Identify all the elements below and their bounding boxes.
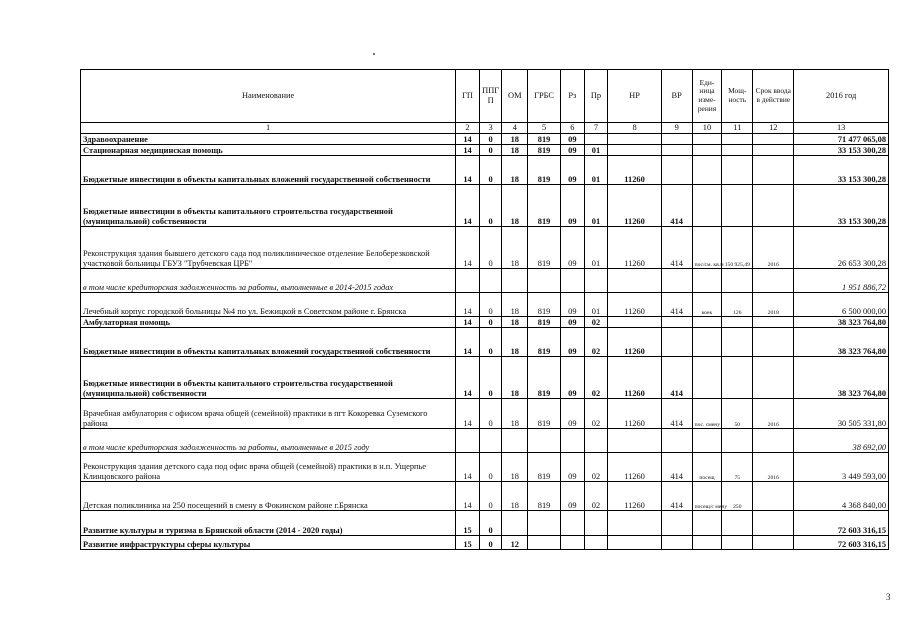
row-capacity [722,328,753,357]
row-vr [661,536,692,550]
row-om: 18 [502,227,528,269]
row-term [753,536,794,550]
row-term [753,156,794,185]
row-capacity [722,511,753,536]
row-pr [584,511,608,536]
row-amount: 6 500 000,00 [794,293,889,317]
row-vr: 414 [661,453,692,482]
row-vr [661,156,692,185]
row-om: 12 [502,536,528,550]
row-grbs [528,536,561,550]
row-amount: 38 692,00 [794,429,889,453]
row-rz: 09 [561,328,585,357]
row-om: 18 [502,293,528,317]
col-number: 4 [502,123,528,134]
row-unit [692,328,722,357]
row-capacity [722,317,753,328]
row-amount: 38 323 764,80 [794,317,889,328]
col-number: 10 [692,123,722,134]
row-gp: 14 [456,317,480,328]
row-om [502,269,528,293]
row-capacity [722,156,753,185]
row-unit: посещ/с мену [692,482,722,511]
row-rz: 09 [561,453,585,482]
row-nr: 11260 [608,453,661,482]
row-capacity [722,134,753,145]
row-gp: 14 [456,145,480,156]
row-nr: 11260 [608,328,661,357]
row-ppgp: 0 [479,293,502,317]
row-om: 18 [502,399,528,429]
header-name: Наименование [81,70,456,123]
header-grbs: ГРБС [528,70,561,123]
row-grbs [528,429,561,453]
header-pr: Пр [584,70,608,123]
table-row [81,482,889,511]
row-grbs: 819 [528,145,561,156]
row-rz [561,269,585,293]
row-unit [692,536,722,550]
row-grbs: 819 [528,293,561,317]
row-capacity: 126 [722,293,753,317]
row-term: 2016 [753,399,794,429]
row-nr: 11260 [608,293,661,317]
row-amount: 30 505 331,80 [794,399,889,429]
header-term: Срок ввода в действие [753,70,794,123]
table-header-row [81,70,889,123]
row-term [753,185,794,227]
row-om [502,429,528,453]
row-amount: 33 153 300,28 [794,145,889,156]
row-vr [661,269,692,293]
header-om: ОМ [502,70,528,123]
table-row [81,453,889,482]
row-vr: 414 [661,399,692,429]
row-name: Бюджетные инвестиции в объекты капитальных вложений государственной собственности [81,156,456,185]
row-rz: 09 [561,145,585,156]
row-grbs: 819 [528,134,561,145]
row-vr: 414 [661,482,692,511]
row-vr: 414 [661,227,692,269]
row-name: Реконструкция здания детского сада под офис врача общей (семейной) практики в н.п. Ущерпье Клинцовского района [81,453,456,482]
col-number: 12 [753,123,794,134]
row-nr [608,536,661,550]
row-pr [584,429,608,453]
row-om: 18 [502,317,528,328]
row-ppgp: 0 [479,399,502,429]
row-vr: 414 [661,357,692,399]
header-vr: ВР [661,70,692,123]
row-gp: 14 [456,357,480,399]
row-rz [561,536,585,550]
row-term [753,357,794,399]
row-pr [584,269,608,293]
row-vr [661,328,692,357]
row-ppgp: 0 [479,227,502,269]
row-grbs: 819 [528,156,561,185]
row-unit [692,357,722,399]
row-capacity [722,145,753,156]
row-term: 2016 [753,453,794,482]
page-number: 3 [886,592,891,602]
row-term [753,429,794,453]
row-nr [608,317,661,328]
row-rz: 09 [561,357,585,399]
row-nr: 11260 [608,482,661,511]
row-rz: 09 [561,482,585,511]
header-year: 2016 год [794,70,889,123]
row-unit [692,269,722,293]
row-capacity: 250 [722,482,753,511]
row-capacity [722,269,753,293]
row-gp [456,269,480,293]
scan-speck [373,53,375,55]
table-row [81,429,889,453]
row-unit [692,317,722,328]
row-name: в том числе кредиторская задолженность за работы, выполненные в 2014-2015 годах [81,269,456,293]
row-vr [661,511,692,536]
table-row [81,399,889,429]
row-vr: 414 [661,293,692,317]
header-ppgp: ППГ П [479,70,502,123]
col-number: 8 [608,123,661,134]
row-rz: 09 [561,156,585,185]
row-gp: 14 [456,399,480,429]
header-capacity: Мощ- ность [722,70,753,123]
table-row [81,357,889,399]
row-grbs: 819 [528,453,561,482]
row-ppgp: 0 [479,134,502,145]
row-grbs: 819 [528,357,561,399]
row-rz [561,511,585,536]
row-om: 18 [502,134,528,145]
row-pr: 01 [584,145,608,156]
row-amount: 33 153 300,28 [794,156,889,185]
col-number: 7 [584,123,608,134]
row-rz: 09 [561,134,585,145]
row-pr: 02 [584,317,608,328]
row-amount: 72 603 316,15 [794,511,889,536]
row-term: 2016 [753,227,794,269]
row-gp: 14 [456,227,480,269]
row-pr: 01 [584,185,608,227]
row-term [753,328,794,357]
row-pr: 02 [584,482,608,511]
row-capacity: 50 [722,399,753,429]
row-nr [608,134,661,145]
row-ppgp: 0 [479,328,502,357]
row-name: Реконструкция здания бывшего детского сада под поликлиническое отделение Белоберезковской участковой больницы ГБУЗ "Трубчевская ЦРБ" [81,227,456,269]
row-pr: 02 [584,399,608,429]
row-ppgp: 0 [479,317,502,328]
col-number: 11 [722,123,753,134]
row-ppgp: 0 [479,482,502,511]
row-ppgp: 0 [479,145,502,156]
row-rz: 09 [561,293,585,317]
row-name: в том числе кредиторская задолженность за работы, выполненные в 2015 году [81,429,456,453]
col-number: 6 [561,123,585,134]
row-vr [661,134,692,145]
row-om: 18 [502,145,528,156]
row-unit [692,145,722,156]
row-vr [661,317,692,328]
row-name: Развитие культуры и туризма в Брянской области (2014 - 2020 годы) [81,511,456,536]
row-gp: 14 [456,293,480,317]
row-rz: 09 [561,317,585,328]
row-gp [456,429,480,453]
row-om: 18 [502,453,528,482]
row-vr [661,145,692,156]
row-name: Развитие инфраструктуры сферы культуры [81,536,456,550]
row-pr: 01 [584,156,608,185]
row-ppgp: 0 [479,453,502,482]
row-unit: пос/см. кв.м [692,227,722,269]
row-nr [608,511,661,536]
row-pr: 02 [584,357,608,399]
table-row [81,269,889,293]
row-om: 18 [502,185,528,227]
row-ppgp: 0 [479,357,502,399]
row-unit: пос. смену [692,399,722,429]
row-ppgp: 0 [479,536,502,550]
row-amount: 3 449 593,00 [794,453,889,482]
row-gp: 14 [456,134,480,145]
row-nr [608,429,661,453]
row-unit [692,429,722,453]
row-grbs: 819 [528,317,561,328]
row-term [753,317,794,328]
row-rz: 09 [561,185,585,227]
table-row [81,317,889,328]
row-grbs: 819 [528,185,561,227]
row-nr: 11260 [608,357,661,399]
row-grbs [528,511,561,536]
row-unit [692,511,722,536]
row-term [753,482,794,511]
row-pr: 01 [584,227,608,269]
budget-table [80,69,889,550]
row-capacity [722,429,753,453]
row-nr: 11260 [608,399,661,429]
row-grbs: 819 [528,328,561,357]
row-amount: 38 323 764,80 [794,328,889,357]
row-amount: 4 368 840,00 [794,482,889,511]
row-om [502,511,528,536]
table-row [81,227,889,269]
header-gp: ГП [456,70,480,123]
row-term [753,511,794,536]
row-amount: 72 603 316,15 [794,536,889,550]
row-term [753,269,794,293]
row-vr: 414 [661,185,692,227]
row-om: 18 [502,357,528,399]
row-grbs: 819 [528,482,561,511]
row-name: Бюджетные инвестиции в объекты капитального строительства государственной (муниципальной) собственности [81,185,456,227]
row-capacity: 75 [722,453,753,482]
row-ppgp: 0 [479,156,502,185]
row-nr [608,269,661,293]
header-rz: Рз [561,70,585,123]
col-number: 3 [479,123,502,134]
row-gp: 14 [456,482,480,511]
row-name: Стационарная медицинская помощь [81,145,456,156]
row-gp: 14 [456,185,480,227]
row-gp: 15 [456,511,480,536]
row-pr: 02 [584,453,608,482]
row-capacity [722,357,753,399]
row-rz: 09 [561,227,585,269]
row-rz: 09 [561,399,585,429]
row-term [753,134,794,145]
row-name: Здравоохранение [81,134,456,145]
row-unit [692,156,722,185]
col-number: 2 [456,123,480,134]
row-grbs: 819 [528,227,561,269]
col-number: 13 [794,123,889,134]
table-row [81,293,889,317]
row-unit: посещ [692,453,722,482]
row-pr: 02 [584,328,608,357]
header-unit: Еди- ница изме- рения [692,70,722,123]
table-row [81,134,889,145]
table-row [81,328,889,357]
row-capacity [722,536,753,550]
row-rz [561,429,585,453]
row-unit [692,134,722,145]
column-number-row [81,123,889,134]
col-number: 1 [81,123,456,134]
row-nr: 11260 [608,156,661,185]
row-nr [608,145,661,156]
row-vr [661,429,692,453]
header-nr: НР [608,70,661,123]
row-amount: 33 153 300,28 [794,185,889,227]
row-name: Амбулаторная помощь [81,317,456,328]
row-om: 18 [502,328,528,357]
row-ppgp: 0 [479,511,502,536]
row-gp: 14 [456,156,480,185]
row-name: Бюджетные инвестиции в объекты капитального строительства государственной (муниципальной) собственности [81,357,456,399]
row-name: Лечебный корпус городской больницы №4 по ул. Бежицкой в Советском районе г. Брянска [81,293,456,317]
table-row [81,185,889,227]
row-pr: 01 [584,293,608,317]
row-pr [584,134,608,145]
row-nr: 11260 [608,227,661,269]
row-name: Детская поликлиника на 250 посещений в смену в Фокинском районе г.Брянска [81,482,456,511]
table-row [81,511,889,536]
row-unit [692,185,722,227]
row-ppgp: 0 [479,185,502,227]
col-number: 9 [661,123,692,134]
row-pr [584,536,608,550]
row-amount: 1 951 886,72 [794,269,889,293]
row-ppgp [479,429,502,453]
row-grbs [528,269,561,293]
row-nr: 11260 [608,185,661,227]
row-name: Врачебная амбулатория с офисом врача общей (семейной) практики в пгт Кокоревка Суземского района [81,399,456,429]
table-row [81,536,889,550]
row-capacity [722,185,753,227]
row-grbs: 819 [528,399,561,429]
row-gp: 15 [456,536,480,550]
row-om: 18 [502,156,528,185]
row-amount: 38 323 764,80 [794,357,889,399]
table-row [81,145,889,156]
row-capacity: 150 925,49 [722,227,753,269]
row-gp: 14 [456,328,480,357]
row-name: Бюджетные инвестиции в объекты капитальных вложений государственной собственности [81,328,456,357]
row-term: 2018 [753,293,794,317]
row-om: 18 [502,482,528,511]
row-amount: 71 477 065,08 [794,134,889,145]
row-gp: 14 [456,453,480,482]
row-unit: коек [692,293,722,317]
col-number: 5 [528,123,561,134]
table-row [81,156,889,185]
row-ppgp [479,269,502,293]
row-term [753,145,794,156]
row-amount: 26 653 300,28 [794,227,889,269]
